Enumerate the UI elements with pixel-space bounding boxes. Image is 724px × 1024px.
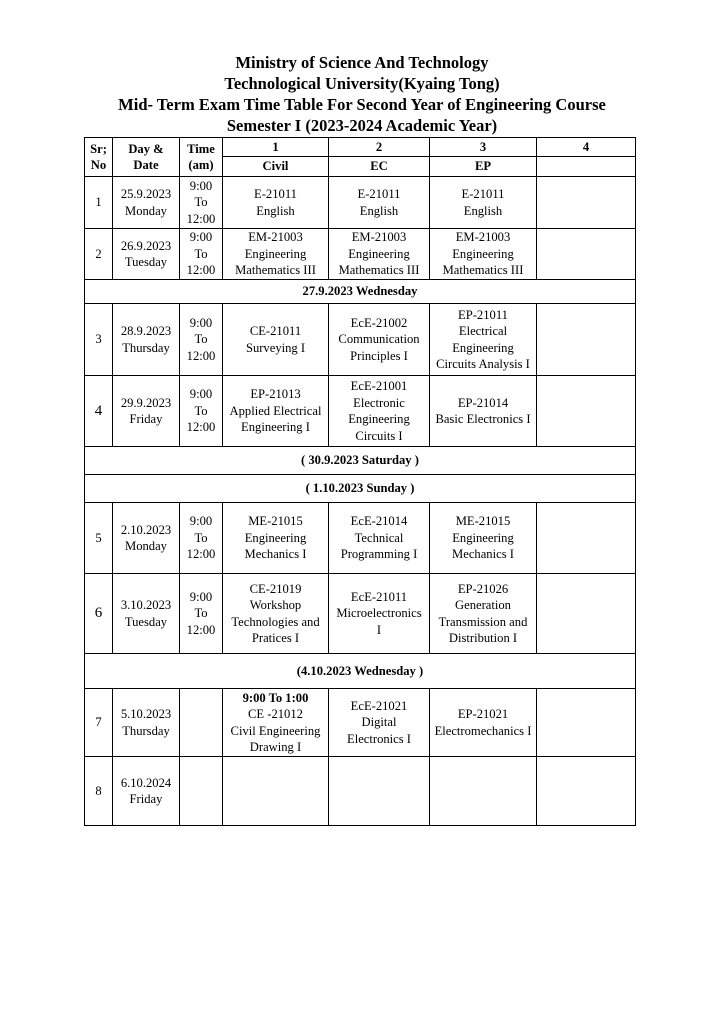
exam-timetable bbox=[84, 137, 636, 826]
column-number-3: 3 bbox=[430, 138, 537, 157]
document-header bbox=[0, 52, 724, 136]
day-date bbox=[113, 376, 180, 447]
ep-exam bbox=[430, 689, 537, 757]
ministry-title: Ministry of Science And Technology bbox=[235, 53, 489, 72]
break-day-label: 27.9.2023 Wednesday bbox=[85, 280, 636, 304]
course-code: ME-21015 bbox=[248, 514, 303, 529]
break-day-label: (4.10.2023 Wednesday ) bbox=[85, 654, 636, 689]
course-name: Distribution I bbox=[448, 631, 518, 645]
day-date bbox=[113, 304, 180, 376]
course-name: Engineering bbox=[348, 412, 410, 426]
weekday: Tuesday bbox=[124, 255, 168, 269]
sr-no: 2 bbox=[85, 229, 113, 280]
day-date bbox=[113, 503, 180, 574]
day-date bbox=[113, 574, 180, 654]
civil-exam bbox=[223, 689, 329, 757]
time-start: 9:00 bbox=[189, 230, 213, 245]
col4-empty-header bbox=[537, 157, 636, 177]
col4-empty bbox=[537, 229, 636, 280]
course-name: Electromechanics I bbox=[434, 723, 532, 738]
col4-empty bbox=[537, 376, 636, 447]
table-row bbox=[85, 376, 636, 447]
sr-no: 5 bbox=[85, 503, 113, 574]
civil-exam bbox=[223, 229, 329, 280]
course-name: Circuits I bbox=[355, 428, 403, 443]
civil-exam bbox=[223, 503, 329, 574]
sr-no: 4 bbox=[85, 376, 113, 447]
course-name: Surveying I bbox=[245, 340, 306, 355]
university-title: Technological University(Kyaing Tong) bbox=[224, 74, 500, 93]
column-number-2: 2 bbox=[329, 138, 430, 157]
table-row bbox=[85, 757, 636, 826]
column-number-1: 1 bbox=[223, 138, 329, 157]
sr-no: 7 bbox=[85, 689, 113, 757]
time-end: 12:00 bbox=[186, 211, 216, 226]
course-name: Engineering bbox=[452, 340, 514, 355]
time-to: To bbox=[194, 195, 208, 210]
time-to: To bbox=[194, 332, 208, 347]
course-code: EcE-21011 bbox=[350, 589, 408, 604]
sr-no: 3 bbox=[85, 304, 113, 376]
course-name: Applied Electrical bbox=[229, 403, 322, 418]
time bbox=[180, 574, 223, 654]
date: 2.10.2023 bbox=[120, 522, 172, 537]
time-header bbox=[180, 138, 223, 177]
course-code: E-21011 bbox=[254, 187, 297, 201]
time bbox=[180, 304, 223, 376]
course-code: EcE-21002 bbox=[350, 315, 408, 330]
time-empty bbox=[180, 689, 223, 757]
date: 3.10.2023 bbox=[120, 598, 172, 612]
table-row bbox=[85, 304, 636, 376]
course-name: Engineering bbox=[244, 246, 307, 261]
weekday: Monday bbox=[125, 203, 167, 218]
date: 26.9.2023 bbox=[120, 238, 172, 253]
course-code: EP-21014 bbox=[457, 395, 509, 410]
ep-exam bbox=[430, 229, 537, 280]
course-name: Engineering I bbox=[241, 420, 310, 435]
table-row bbox=[85, 177, 636, 229]
course-name: Digital bbox=[361, 715, 397, 730]
break-row bbox=[85, 654, 636, 689]
course-name: I bbox=[376, 622, 382, 637]
sr-header-line1: Sr; bbox=[90, 141, 107, 156]
table-row bbox=[85, 574, 636, 654]
ec-header: EC bbox=[329, 157, 430, 177]
ec-exam bbox=[329, 177, 430, 229]
course-name: Microelectronics bbox=[336, 606, 422, 621]
col4-empty bbox=[537, 689, 636, 757]
col4-empty bbox=[537, 177, 636, 229]
col4-empty bbox=[537, 757, 636, 826]
course-code: EM-21003 bbox=[351, 230, 407, 245]
day-date bbox=[113, 757, 180, 826]
break-row bbox=[85, 475, 636, 503]
civil-exam bbox=[223, 177, 329, 229]
course-code: EP-21011 bbox=[458, 307, 508, 322]
ep-exam bbox=[430, 376, 537, 447]
course-code: CE-21011 bbox=[249, 324, 302, 338]
time-to: To bbox=[194, 530, 208, 545]
time bbox=[180, 229, 223, 280]
time bbox=[180, 503, 223, 574]
time-to: To bbox=[194, 606, 208, 621]
ep-exam bbox=[430, 304, 537, 376]
date: 25.9.2023 bbox=[120, 187, 172, 201]
time-end: 12:00 bbox=[186, 348, 216, 363]
date: 29.9.2023 bbox=[120, 395, 172, 410]
weekday: Friday bbox=[129, 412, 163, 426]
course-name: Engineering bbox=[452, 530, 514, 545]
ep-exam bbox=[430, 574, 537, 654]
course-name: Circuits Analysis I bbox=[436, 357, 530, 371]
time-to: To bbox=[194, 246, 208, 261]
column-number-4: 4 bbox=[537, 138, 636, 157]
course-name: Drawing I bbox=[249, 740, 302, 754]
course-code: EcE-21021 bbox=[350, 698, 408, 713]
course-name: Civil Engineering bbox=[230, 723, 321, 738]
day-date-header bbox=[113, 138, 180, 177]
weekday: Monday bbox=[125, 539, 167, 553]
course-name: Mathematics III bbox=[442, 263, 524, 278]
course-code: ME-21015 bbox=[455, 514, 511, 529]
time bbox=[180, 376, 223, 447]
time-end: 12:00 bbox=[186, 622, 216, 637]
day-date bbox=[113, 229, 180, 280]
time-start: 9:00 bbox=[189, 514, 213, 529]
sr-no-header bbox=[85, 138, 113, 177]
time-start: 9:00 bbox=[189, 315, 213, 330]
sr-no: 6 bbox=[85, 574, 113, 654]
time-end: 12:00 bbox=[186, 420, 216, 435]
time bbox=[180, 177, 223, 229]
time-header-line2: (am) bbox=[188, 158, 214, 172]
course-name: Engineering bbox=[244, 530, 307, 545]
ep-exam bbox=[430, 177, 537, 229]
ep-exam bbox=[430, 503, 537, 574]
day-date bbox=[113, 177, 180, 229]
sr-no: 8 bbox=[85, 757, 113, 826]
day-date bbox=[113, 689, 180, 757]
course-name: Pratices I bbox=[251, 631, 300, 645]
course-name: Workshop bbox=[249, 598, 302, 612]
course-code: CE -21012 bbox=[248, 707, 303, 721]
date: 28.9.2023 bbox=[120, 324, 172, 338]
weekday: Thursday bbox=[122, 723, 170, 738]
sr-header-line2: No bbox=[90, 158, 107, 172]
semester-title: Semester I (2023-2024 Academic Year) bbox=[226, 116, 498, 135]
date: 6.10.2024 bbox=[120, 775, 172, 790]
special-time: 9:00 To 1:00 bbox=[242, 690, 309, 705]
course-code: E-21011 bbox=[461, 187, 505, 201]
course-name: Engineering bbox=[452, 246, 514, 261]
course-code: EM-21003 bbox=[248, 230, 303, 245]
weekday: Thursday bbox=[122, 340, 170, 355]
ec-exam bbox=[329, 376, 430, 447]
course-name: Mathematics III bbox=[338, 263, 420, 278]
course-code: EcE-21014 bbox=[350, 514, 408, 529]
ec-exam bbox=[329, 574, 430, 654]
ec-exam bbox=[329, 229, 430, 280]
sr-no: 1 bbox=[85, 177, 113, 229]
break-row bbox=[85, 280, 636, 304]
civil-empty bbox=[223, 757, 329, 826]
time-start: 9:00 bbox=[189, 387, 213, 402]
col4-empty bbox=[537, 304, 636, 376]
time-header-line1: Time bbox=[187, 141, 215, 156]
course-code: EP-21026 bbox=[457, 581, 509, 596]
course-name: English bbox=[256, 203, 295, 218]
ep-empty bbox=[430, 757, 537, 826]
time-end: 12:00 bbox=[186, 263, 216, 278]
course-name: Electronic bbox=[353, 395, 405, 410]
course-name: Technical bbox=[354, 530, 404, 545]
course-code: CE-21019 bbox=[249, 581, 302, 596]
day-header-line1: Day & bbox=[128, 141, 164, 156]
course-name: Basic Electronics I bbox=[435, 412, 531, 426]
course-name: Transmission and bbox=[438, 614, 528, 629]
course-name: English bbox=[463, 203, 503, 218]
course-name: Mechanics I bbox=[452, 547, 514, 562]
course-name: Principles I bbox=[350, 348, 408, 363]
time-to: To bbox=[194, 403, 208, 418]
course-name: Electronics I bbox=[347, 731, 411, 746]
col4-empty bbox=[537, 503, 636, 574]
course-name: Engineering bbox=[348, 246, 410, 261]
table-row bbox=[85, 229, 636, 280]
date: 5.10.2023 bbox=[120, 707, 172, 721]
table-row bbox=[85, 689, 636, 757]
ec-empty bbox=[329, 757, 430, 826]
time-start: 9:00 bbox=[189, 178, 213, 193]
ec-exam bbox=[329, 689, 430, 757]
course-name: Mechanics I bbox=[244, 547, 307, 562]
course-name: Generation bbox=[455, 598, 511, 612]
header-row-numbers bbox=[85, 138, 636, 157]
ep-header: EP bbox=[430, 157, 537, 177]
time-start: 9:00 bbox=[189, 589, 213, 604]
civil-exam bbox=[223, 574, 329, 654]
course-name: Technologies and bbox=[231, 614, 320, 629]
weekday: Tuesday bbox=[124, 614, 168, 629]
course-code: EP-21013 bbox=[250, 387, 301, 402]
course-name: Communication bbox=[338, 332, 420, 347]
course-name: Mathematics III bbox=[235, 263, 316, 278]
time-end: 12:00 bbox=[186, 547, 216, 562]
break-day-label: ( 1.10.2023 Sunday ) bbox=[85, 475, 636, 503]
course-code: EP-21021 bbox=[457, 707, 509, 721]
table-row bbox=[85, 503, 636, 574]
timetable-title: Mid- Term Exam Time Table For Second Year of Engineering Course bbox=[118, 95, 606, 114]
civil-exam bbox=[223, 376, 329, 447]
break-day-label: ( 30.9.2023 Saturday ) bbox=[85, 447, 636, 475]
day-header-line2: Date bbox=[133, 158, 159, 172]
civil-exam bbox=[223, 304, 329, 376]
break-row bbox=[85, 447, 636, 475]
course-code: EcE-21001 bbox=[350, 379, 408, 393]
course-code: EM-21003 bbox=[455, 230, 511, 245]
ec-exam bbox=[329, 503, 430, 574]
civil-header: Civil bbox=[223, 157, 329, 177]
course-name: Programming I bbox=[340, 547, 418, 562]
ec-exam bbox=[329, 304, 430, 376]
course-code: E-21011 bbox=[357, 187, 401, 201]
col4-empty bbox=[537, 574, 636, 654]
course-name: English bbox=[359, 203, 399, 218]
weekday: Friday bbox=[129, 792, 163, 806]
course-name: Electrical bbox=[458, 324, 508, 338]
time-empty bbox=[180, 757, 223, 826]
